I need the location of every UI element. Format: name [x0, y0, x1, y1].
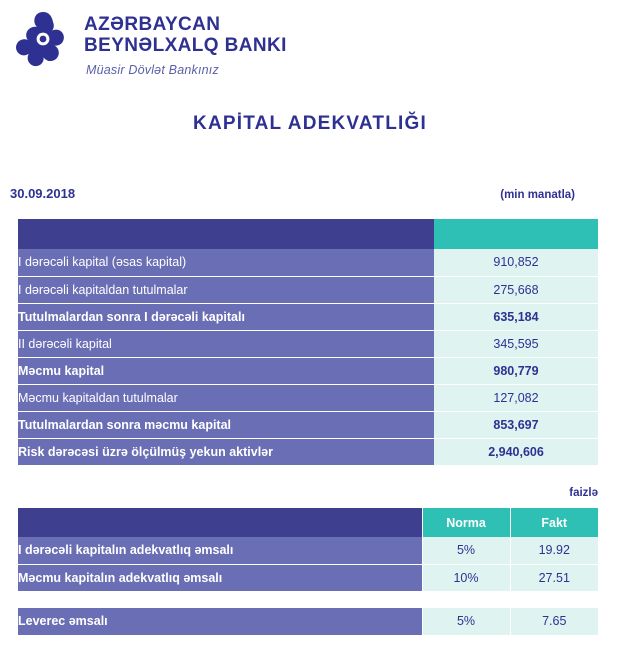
row-label: Tutulmalardan sonra I dərəcəli kapitalı — [18, 303, 434, 330]
row-fakt: 27.51 — [510, 564, 598, 591]
table-row — [18, 330, 598, 357]
table-header-right — [434, 219, 598, 249]
row-fakt: 7.65 — [510, 608, 598, 635]
report-date: 30.09.2018 — [10, 186, 76, 201]
table-row — [18, 303, 598, 330]
row-value: 2,940,606 — [434, 438, 598, 465]
row-label: II dərəcəli kapital — [18, 330, 434, 357]
ratios-header-fakt: Fakt — [510, 508, 598, 537]
document-header — [0, 0, 620, 86]
table-row — [18, 537, 598, 564]
row-label: Məcmu kapital — [18, 357, 434, 384]
row-label: I dərəcəli kapitalın adekvatlıq əmsalı — [18, 537, 422, 564]
row-label: Risk dərəcəsi üzrə ölçülmüş yekun aktivlər — [18, 438, 434, 465]
currency-unit-label: (min manatla) — [500, 189, 575, 201]
row-label: I dərəcəli kapitaldan tutulmalar — [18, 276, 434, 303]
capital-table — [18, 219, 598, 466]
row-value: 127,082 — [434, 384, 598, 411]
row-value: 980,779 — [434, 357, 598, 384]
row-value: 345,595 — [434, 330, 598, 357]
meta-row — [10, 186, 600, 201]
bank-slogan: Müasir Dövlət Bankınız — [86, 63, 219, 77]
row-norma: 5% — [422, 608, 510, 635]
ratios-header-blank — [18, 508, 422, 537]
percent-unit-label: faizlə — [569, 487, 598, 499]
row-label: I dərəcəli kapital (əsas kapital) — [18, 249, 434, 276]
row-value: 635,184 — [434, 303, 598, 330]
bank-name-line1: AZƏRBAYCAN — [84, 14, 221, 35]
row-label: Məcmu kapitalın adekvatlıq əmsalı — [18, 564, 422, 591]
table-row — [18, 249, 598, 276]
page-title: KAPİTAL ADEKVATLIĞI — [193, 113, 427, 134]
table-spacer-row — [18, 591, 598, 608]
table-row — [18, 608, 598, 635]
row-label: Leverec əmsalı — [18, 608, 422, 635]
row-value: 853,697 — [434, 411, 598, 438]
table-row — [18, 411, 598, 438]
table-row — [18, 438, 598, 465]
ratios-header-norma: Norma — [422, 508, 510, 537]
table-row — [18, 384, 598, 411]
row-norma: 5% — [422, 537, 510, 564]
row-value: 910,852 — [434, 249, 598, 276]
ratios-table — [18, 508, 598, 636]
bank-name-line2: BEYNƏLXALQ BANKI — [84, 35, 287, 56]
row-norma: 10% — [422, 564, 510, 591]
row-fakt: 19.92 — [510, 537, 598, 564]
table-row — [18, 276, 598, 303]
ratios-header-row — [18, 508, 598, 537]
row-value: 275,668 — [434, 276, 598, 303]
table-row — [18, 357, 598, 384]
table-header-left — [18, 219, 434, 249]
row-label: Məcmu kapitaldan tutulmalar — [18, 384, 434, 411]
table-header-row — [18, 219, 598, 249]
abb-flower-logo-icon — [12, 8, 74, 70]
row-label: Tutulmalardan sonra məcmu kapital — [18, 411, 434, 438]
bank-name-block — [84, 8, 287, 77]
table-row — [18, 564, 598, 591]
